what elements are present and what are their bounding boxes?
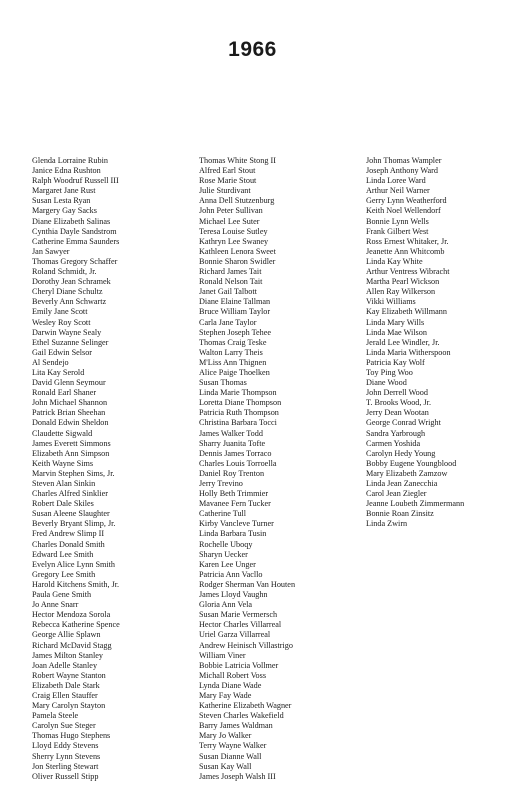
list-item: Alice Paige Thoelken (199, 367, 270, 377)
list-item: Daniel Roy Trenton (199, 468, 265, 478)
list-item: Catherine Tull (199, 509, 247, 519)
list-item: Susan Marie Vermersch (199, 610, 278, 620)
list-item: Mary Carolyn Stayton (32, 701, 106, 711)
list-item: Barry James Waldman (199, 721, 273, 731)
list-item: Christina Barbara Tocci (199, 418, 277, 428)
list-item: Joseph Anthony Ward (366, 166, 438, 176)
list-item: Linda Maria Witherspoon (366, 347, 451, 357)
list-item: Arthur Ventress Wibracht (366, 267, 450, 277)
list-item: Beverly Ann Schwartz (32, 297, 107, 307)
list-item: Rose Marie Stout (199, 176, 257, 186)
list-item: Bonnie Lynn Wells (366, 216, 429, 226)
list-item: Robert Dale Skiles (32, 499, 94, 509)
list-item: Fred Andrew Slimp II (32, 529, 105, 539)
list-item: Carolyn Hedy Young (366, 448, 436, 458)
list-item: Bonnie Roan Zinsitz (366, 509, 434, 519)
list-item: Elizabeth Ann Simpson (32, 448, 110, 458)
list-item: Loretta Diane Thompson (199, 398, 282, 408)
list-item: Kay Elizabeth Willmann (366, 307, 447, 317)
list-item: Catherine Emma Saunders (32, 236, 120, 246)
list-item: Walton Larry Theis (199, 347, 263, 357)
list-item: Ethel Suzanne Selinger (32, 337, 109, 347)
list-item: Ronald Earl Shaner (32, 388, 97, 398)
list-item: Keith Noel Wellendorf (366, 206, 441, 216)
list-item: Sandra Yarbrough (366, 428, 426, 438)
list-item: Stephen Joseph Tehee (199, 327, 272, 337)
list-item: Bonnie Sharon Swidler (199, 256, 276, 266)
list-item: Thomas White Stong II (199, 156, 276, 165)
list-item: Karen Lee Unger (199, 559, 256, 569)
list-item: Linda Barbara Tusin (199, 529, 267, 539)
list-item: Bobbie Latricia Vollmer (199, 660, 279, 670)
list-item: Uriel Garza Villarreal (199, 630, 271, 640)
list-item: Frank Gilbert West (366, 226, 429, 236)
list-item: Harold Kitchens Smith, Jr. (32, 579, 120, 589)
list-item: Susan Dianne Wall (199, 751, 262, 761)
list-item: Thomas Craig Teske (199, 337, 267, 347)
list-item: Jerry Trevino (199, 479, 243, 488)
list-item: Susan Kay Wall (199, 761, 252, 771)
list-item: Wesley Roy Scott (32, 317, 91, 327)
list-item: Lloyd Eddy Stevens (32, 741, 99, 751)
list-item: Al Sendejo (32, 357, 69, 367)
list-item: Katherine Elizabeth Wagner (199, 701, 292, 711)
list-item: Terry Wayne Walker (199, 741, 267, 751)
list-item: Beverly Bryant Slimp, Jr. (32, 519, 116, 529)
list-item: M'Liss Ann Thignen (199, 357, 267, 367)
list-item: James Milton Stanley (32, 650, 103, 660)
list-item: Linda Zwirn (366, 519, 408, 529)
list-item: Mavanee Fern Tucker (199, 499, 271, 509)
list-item: Lita Kay Serold (32, 367, 85, 377)
list-item: James Lloyd Vaughn (199, 590, 268, 600)
list-item: Alfred Earl Stout (199, 166, 256, 176)
list-item: Darwin Wayne Sealy (32, 327, 102, 337)
list-item: Roland Schmidt, Jr. (32, 267, 97, 277)
list-item: Hector Charles Villarreal (199, 620, 282, 630)
list-item: Ronald Nelson Tait (199, 277, 263, 287)
list-item: Edward Lee Smith (32, 549, 94, 559)
list-item: Joan Adelle Stanley (32, 660, 98, 670)
list-item: Martha Pearl Wickson (366, 277, 440, 287)
list-item: Kathleen Lenora Sweet (199, 246, 276, 256)
list-item: Thomas Gregory Schaffer (32, 256, 118, 266)
page-title: 1966 (228, 38, 277, 61)
list-item: Marvin Stephen Sims, Jr. (32, 468, 115, 478)
list-item: Keith Wayne Sims (32, 458, 94, 468)
list-item: Anna Dell Stutzenburg (199, 196, 275, 206)
list-item: Pamela Steele (32, 711, 79, 721)
name-column-3 (366, 156, 505, 529)
list-item: Andrew Heinisch Villastrigo (199, 640, 293, 650)
list-item: Linda Mae Wilson (366, 327, 427, 337)
list-item: Kirby Vancleve Turner (199, 519, 274, 529)
list-item: Susan Aleene Slaughter (32, 509, 110, 519)
list-item: Ralph Woodruf Russell III (32, 176, 119, 186)
list-item: Carla Jane Taylor (199, 317, 257, 327)
list-item: Margery Gay Sacks (32, 206, 97, 216)
list-item: Rebecca Katherine Spence (32, 620, 120, 630)
list-item: Jo Anne Snarr (32, 600, 79, 610)
list-item: Patrick Brian Sheehan (32, 408, 106, 418)
list-item: Lynda Diane Wade (199, 680, 262, 690)
list-item: Craig Ellen Stauffer (32, 690, 98, 700)
list-item: Linda Kay White (366, 256, 423, 266)
list-item: Janet Gail Talbott (199, 287, 257, 297)
list-item: Charles Donald Smith (32, 539, 105, 549)
list-item: Steven Charles Wakefield (199, 711, 284, 721)
list-item: Diane Elaine Tallman (199, 297, 271, 307)
list-item: Michael Lee Suter (199, 216, 260, 226)
list-item: Robert Wayne Stanton (32, 670, 106, 680)
list-item: John Derrell Wood (366, 388, 428, 398)
list-item: James Everett Simmons (32, 438, 111, 448)
list-item: Susan Thomas (199, 378, 247, 388)
list-item: Susan Lesta Ryan (32, 196, 91, 206)
list-item: Patricia Kay Wolf (366, 357, 425, 367)
list-item: Cynthia Dayle Sandstrom (32, 226, 117, 236)
list-item: John Michael Shannon (32, 398, 108, 408)
list-item: Charles Alfred Sinklier (32, 489, 108, 499)
list-item: Steven Alan Sinkin (32, 479, 96, 488)
list-item: Richard McDavid Stagg (32, 640, 112, 650)
list-item: Mary Jo Walker (199, 731, 252, 741)
list-item: Patricia Ann Vacllo (199, 569, 263, 579)
list-item: Teresa Louise Sutley (199, 226, 268, 236)
list-item: Thomas Hugo Stephens (32, 731, 111, 741)
list-item: T. Brooks Wood, Jr. (366, 398, 431, 408)
list-item: Diane Elizabeth Salinas (32, 216, 111, 226)
list-item: Dorothy Jean Schramek (32, 277, 111, 287)
list-item: Sharyn Uecker (199, 549, 248, 559)
list-item: Toy Ping Woo (366, 367, 413, 377)
list-item: Emily Jane Scott (32, 307, 88, 317)
list-item: Janice Edna Rushton (32, 166, 101, 176)
list-item: Carol Jean Ziegler (366, 489, 427, 499)
list-item: George Conrad Wright (366, 418, 441, 428)
list-item: Linda Marie Thompson (199, 388, 277, 398)
list-item: Jeanette Ann Whitcomb (366, 246, 445, 256)
list-item: Kathryn Lee Swaney (199, 236, 269, 246)
list-item: Ross Ernest Whitaker, Jr. (366, 236, 449, 246)
name-column-2 (199, 156, 359, 782)
list-item: Vikki Williams (366, 297, 416, 307)
list-item: Sherry Lynn Stevens (32, 751, 101, 761)
list-item: Linda Loree Ward (366, 176, 426, 186)
list-item: Allen Ray Wilkerson (366, 287, 436, 297)
list-item: George Allie Splawn (32, 630, 101, 640)
list-item: Arthur Neil Warner (366, 186, 430, 196)
list-item: Glenda Lorraine Rubin (32, 156, 108, 165)
list-item: Julie Sturdivant (199, 186, 251, 196)
list-item: Gail Edwin Selsor (32, 347, 93, 357)
list-item: Carmen Yoshida (366, 438, 421, 448)
list-item: James Walker Todd (199, 428, 263, 438)
list-item: Elizabeth Dale Stark (32, 680, 100, 690)
list-item: Rochelle Uboqy (199, 539, 253, 549)
list-item: Gloria Ann Vela (199, 600, 253, 610)
list-item: Bruce William Taylor (199, 307, 271, 317)
list-item: Margaret Jane Rust (32, 186, 96, 196)
list-item: Sharry Juanita Tofte (199, 438, 266, 448)
list-item: Evelyn Alice Lynn Smith (32, 559, 116, 569)
list-item: Holly Beth Trimmier (199, 489, 269, 499)
list-item: Bobby Eugene Youngblood (366, 458, 457, 468)
list-item: John Peter Sullivan (199, 206, 263, 216)
list-item: Jeanne Loubeth Zimmermann (366, 499, 465, 509)
list-item: James Joseph Walsh III (199, 771, 276, 781)
list-item: Hector Mendoza Sorola (32, 610, 111, 620)
name-column-1 (32, 156, 192, 782)
list-item: Cheryl Diane Schultz (32, 287, 103, 297)
list-item: Dennis James Torraco (199, 448, 272, 458)
list-item: David Glenn Seymour (32, 378, 106, 388)
list-item: Diane Wood (366, 378, 407, 388)
list-item: Jerry Dean Wootan (366, 408, 429, 418)
list-item: Rodger Sherman Van Houten (199, 579, 296, 589)
list-item: Gregory Lee Smith (32, 569, 96, 579)
list-item: Patricia Ruth Thompson (199, 408, 279, 418)
list-item: Michall Robert Voss (199, 670, 267, 680)
list-item: Mary Elizabeth Zamzow (366, 468, 448, 478)
list-item: Gerry Lynn Weatherford (366, 196, 447, 206)
list-item: John Thomas Wampler (366, 156, 442, 165)
list-item: Linda Jean Zanecchia (366, 479, 438, 488)
list-item: Claudette Sigwald (32, 428, 93, 438)
list-item: Linda Mary Wills (366, 317, 425, 327)
list-item: Mary Fay Wade (199, 690, 252, 700)
list-item: Donald Edwin Sheldon (32, 418, 109, 428)
list-item: Charles Louis Torroella (199, 458, 277, 468)
list-item: Richard James Tait (199, 267, 262, 277)
list-item: William Viner (199, 650, 246, 660)
list-item: Oliver Russell Stipp (32, 771, 99, 781)
list-item: Jerald Lee Windler, Jr. (366, 337, 440, 347)
list-item: Jan Sawyer (32, 246, 70, 256)
list-item: Paula Gene Smith (32, 590, 92, 600)
list-item: Carolyn Sue Steger (32, 721, 96, 731)
list-item: Jon Sterling Stewart (32, 761, 99, 771)
